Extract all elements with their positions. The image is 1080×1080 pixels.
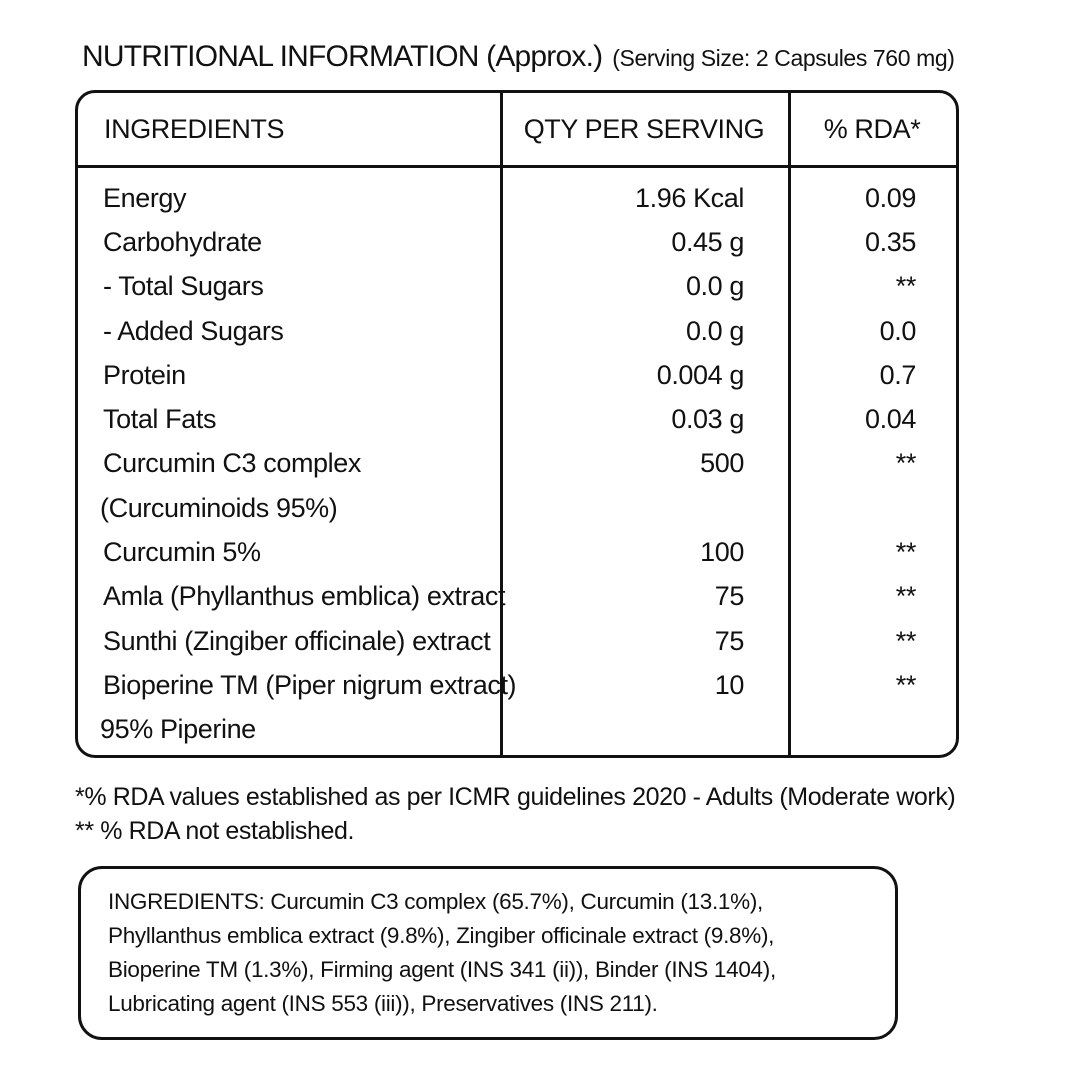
table-row-amla [78,575,956,619]
ingredient-rda: 0.0 [879,315,916,346]
footnotes [75,780,1035,848]
ingredients-text: INGREDIENTS: Curcumin C3 complex (65.7%), Curcumin (13.1%), Phyllanthus emblica extract (9.8%), Zingiber officinale extract (9.8%), Bioperine TM (1.3%), Firming agent (INS 341 (ii)), Binder (INS 1404), Lubricating agent (INS 553 (iii)), Preservatives (INS 211). [108,889,776,1016]
table-header-row [78,93,956,168]
table-row-sunthi [78,619,956,663]
header-qty-per-serving: QTY PER SERVING [523,113,765,144]
footnote-rda-established: *% RDA values established as per ICMR guidelines 2020 - Adults (Moderate work) [75,783,956,811]
ingredient-name: Energy [103,182,187,213]
ingredient-rda: ** [895,625,916,656]
ingredient-qty: 75 [714,625,744,656]
ingredient-qty: 100 [700,537,744,568]
ingredient-qty: 500 [700,448,744,479]
ingredients-box [78,866,898,1040]
ingredient-name: 95% Piperine [100,714,256,745]
serving-size-text: (Serving Size: 2 Capsules 760 mg) [612,45,955,71]
ingredient-name: Curcumin 5% [103,537,261,568]
table-row-piperine [78,708,956,752]
ingredient-rda: 0.04 [865,404,916,435]
table-row-curcumin-c3 [78,442,956,486]
table-row-carbohydrate [78,220,956,264]
ingredient-name: Protein [103,359,186,390]
footnote-rda-not-established: ** % RDA not established. [75,817,355,845]
ingredient-name: Total Fats [103,404,217,435]
ingredient-name: Bioperine TM (Piper nigrum extract) [103,669,517,700]
ingredient-qty: 0.0 g [685,315,744,346]
ingredient-rda: 0.7 [879,359,916,390]
ingredient-name: - Added Sugars [103,315,284,346]
ingredient-name: (Curcuminoids 95%) [100,492,338,523]
table-row-total-fats [78,397,956,441]
ingredient-rda: 0.09 [865,182,916,213]
nutrition-table [75,90,959,758]
header-ingredients: INGREDIENTS [104,113,285,144]
table-body [78,171,956,755]
table-row-total-sugars [78,265,956,309]
table-row-energy [78,176,956,220]
ingredient-rda: ** [895,448,916,479]
ingredient-name: Curcumin C3 complex [103,448,361,479]
ingredient-rda: ** [895,581,916,612]
ingredient-name: Carbohydrate [103,226,262,257]
ingredient-name: - Total Sugars [103,271,264,302]
title-bar [82,40,1042,74]
ingredient-qty: 10 [714,669,744,700]
ingredient-qty: 0.03 g [671,404,744,435]
ingredient-qty: 0.0 g [685,271,744,302]
page-title: NUTRITIONAL INFORMATION (Approx.) [82,40,603,73]
table-row-added-sugars [78,309,956,353]
ingredient-name: Amla (Phyllanthus emblica) extract [103,581,506,612]
ingredient-name: Sunthi (Zingiber officinale) extract [103,625,491,656]
table-row-protein [78,353,956,397]
ingredient-rda: ** [895,271,916,302]
ingredient-rda: 0.35 [865,226,916,257]
table-row-curcumin-5 [78,530,956,574]
ingredient-qty: 0.004 g [656,359,744,390]
table-row-curcuminoids [78,486,956,530]
ingredient-qty: 1.96 Kcal [635,182,744,213]
header-rda: % RDA* [823,113,921,144]
ingredient-qty: 0.45 g [671,226,744,257]
table-row-bioperine [78,663,956,707]
ingredient-rda: ** [895,669,916,700]
ingredient-rda: ** [895,537,916,568]
ingredient-qty: 75 [714,581,744,612]
